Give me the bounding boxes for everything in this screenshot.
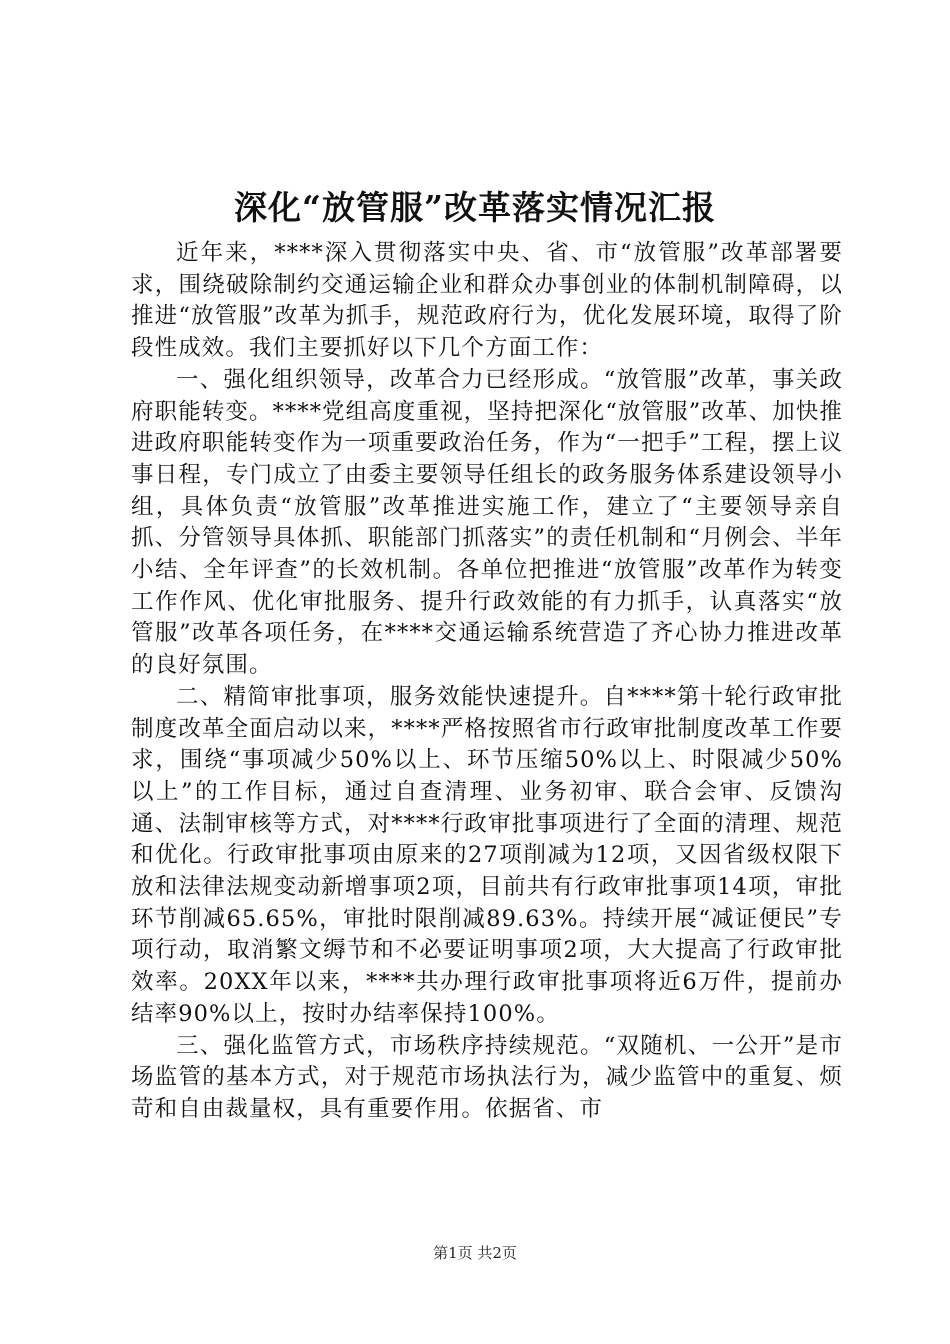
paragraph-section-1: 一、强化组织领导，改革合力已经形成。“放管服”改革，事关政府职能转变。****党组高度重视，坚持把深化“放管服”改革、加快推进政府职能转变作为一项重要政治任务，作为“一把手”工程，摆上议事日程，专门成立了由委主要领导任组长的政务服务体系建设领导小组，具体负责“放管服”改革推进实施工作，建立了“主要领导亲自抓、分管领导具体抓、职能部门抓落实”的责任机制和“月例会、半年小结、全年评查”的长效机制。各单位把推进“放管服”改革作为转变工作作风、优化审批服务、提升行政效能的有力抓手，认真落实“放管服”改革各项任务，在****交通运输系统营造了齐心协力推进改革的良好氛围。	[131, 366, 843, 679]
page-footer: 第1页 共2页	[433, 1244, 517, 1262]
paragraph-section-2: 二、精简审批事项，服务效能快速提升。自****第十轮行政审批制度改革全面启动以来，****严格按照省市行政审批制度改革工作要求，围绕“事项减少50%以上、环节压缩50%以上、时限减少50%以上”的工作目标，通过自查清理、业务初审、联合会审、反馈沟通、法制审核等方式，对****行政审批事项进行了全面的清理、规范和优化。行政审批事项由原来的27项削减为12项，又因省级权限下放和法律法规变动新增事项2项，目前共有行政审批事项14项，审批环节削减65.65%，审批时限削减89.63%。持续开展“减证便民”专项行动，取消繁文缛节和不必要证明事项2项，大大提高了行政审批效率。20XX年以来，****共办理行政审批事项将近6万件，提前办结率90%以上，按时办结率保持100%。	[131, 683, 843, 1027]
document-title: 深化“放管服”改革落实情况汇报	[234, 188, 716, 227]
paragraph-section-3: 三、强化监管方式，市场秩序持续规范。“双随机、一公开”是市场监管的基本方式，对于规范市场执法行为，减少监管中的重复、烦苛和自由裁量权，具有重要作用。依据省、市	[131, 1032, 843, 1122]
document-body	[131, 238, 843, 1126]
paragraph-intro: 近年来，****深入贯彻落实中央、省、市“放管服”改革部署要求，围绕破除制约交通运输企业和群众办事创业的体制机制障碍，以推进“放管服”改革为抓手，规范政府行为，优化发展环境，取得了阶段性成效。我们主要抓好以下几个方面工作：	[131, 240, 843, 362]
